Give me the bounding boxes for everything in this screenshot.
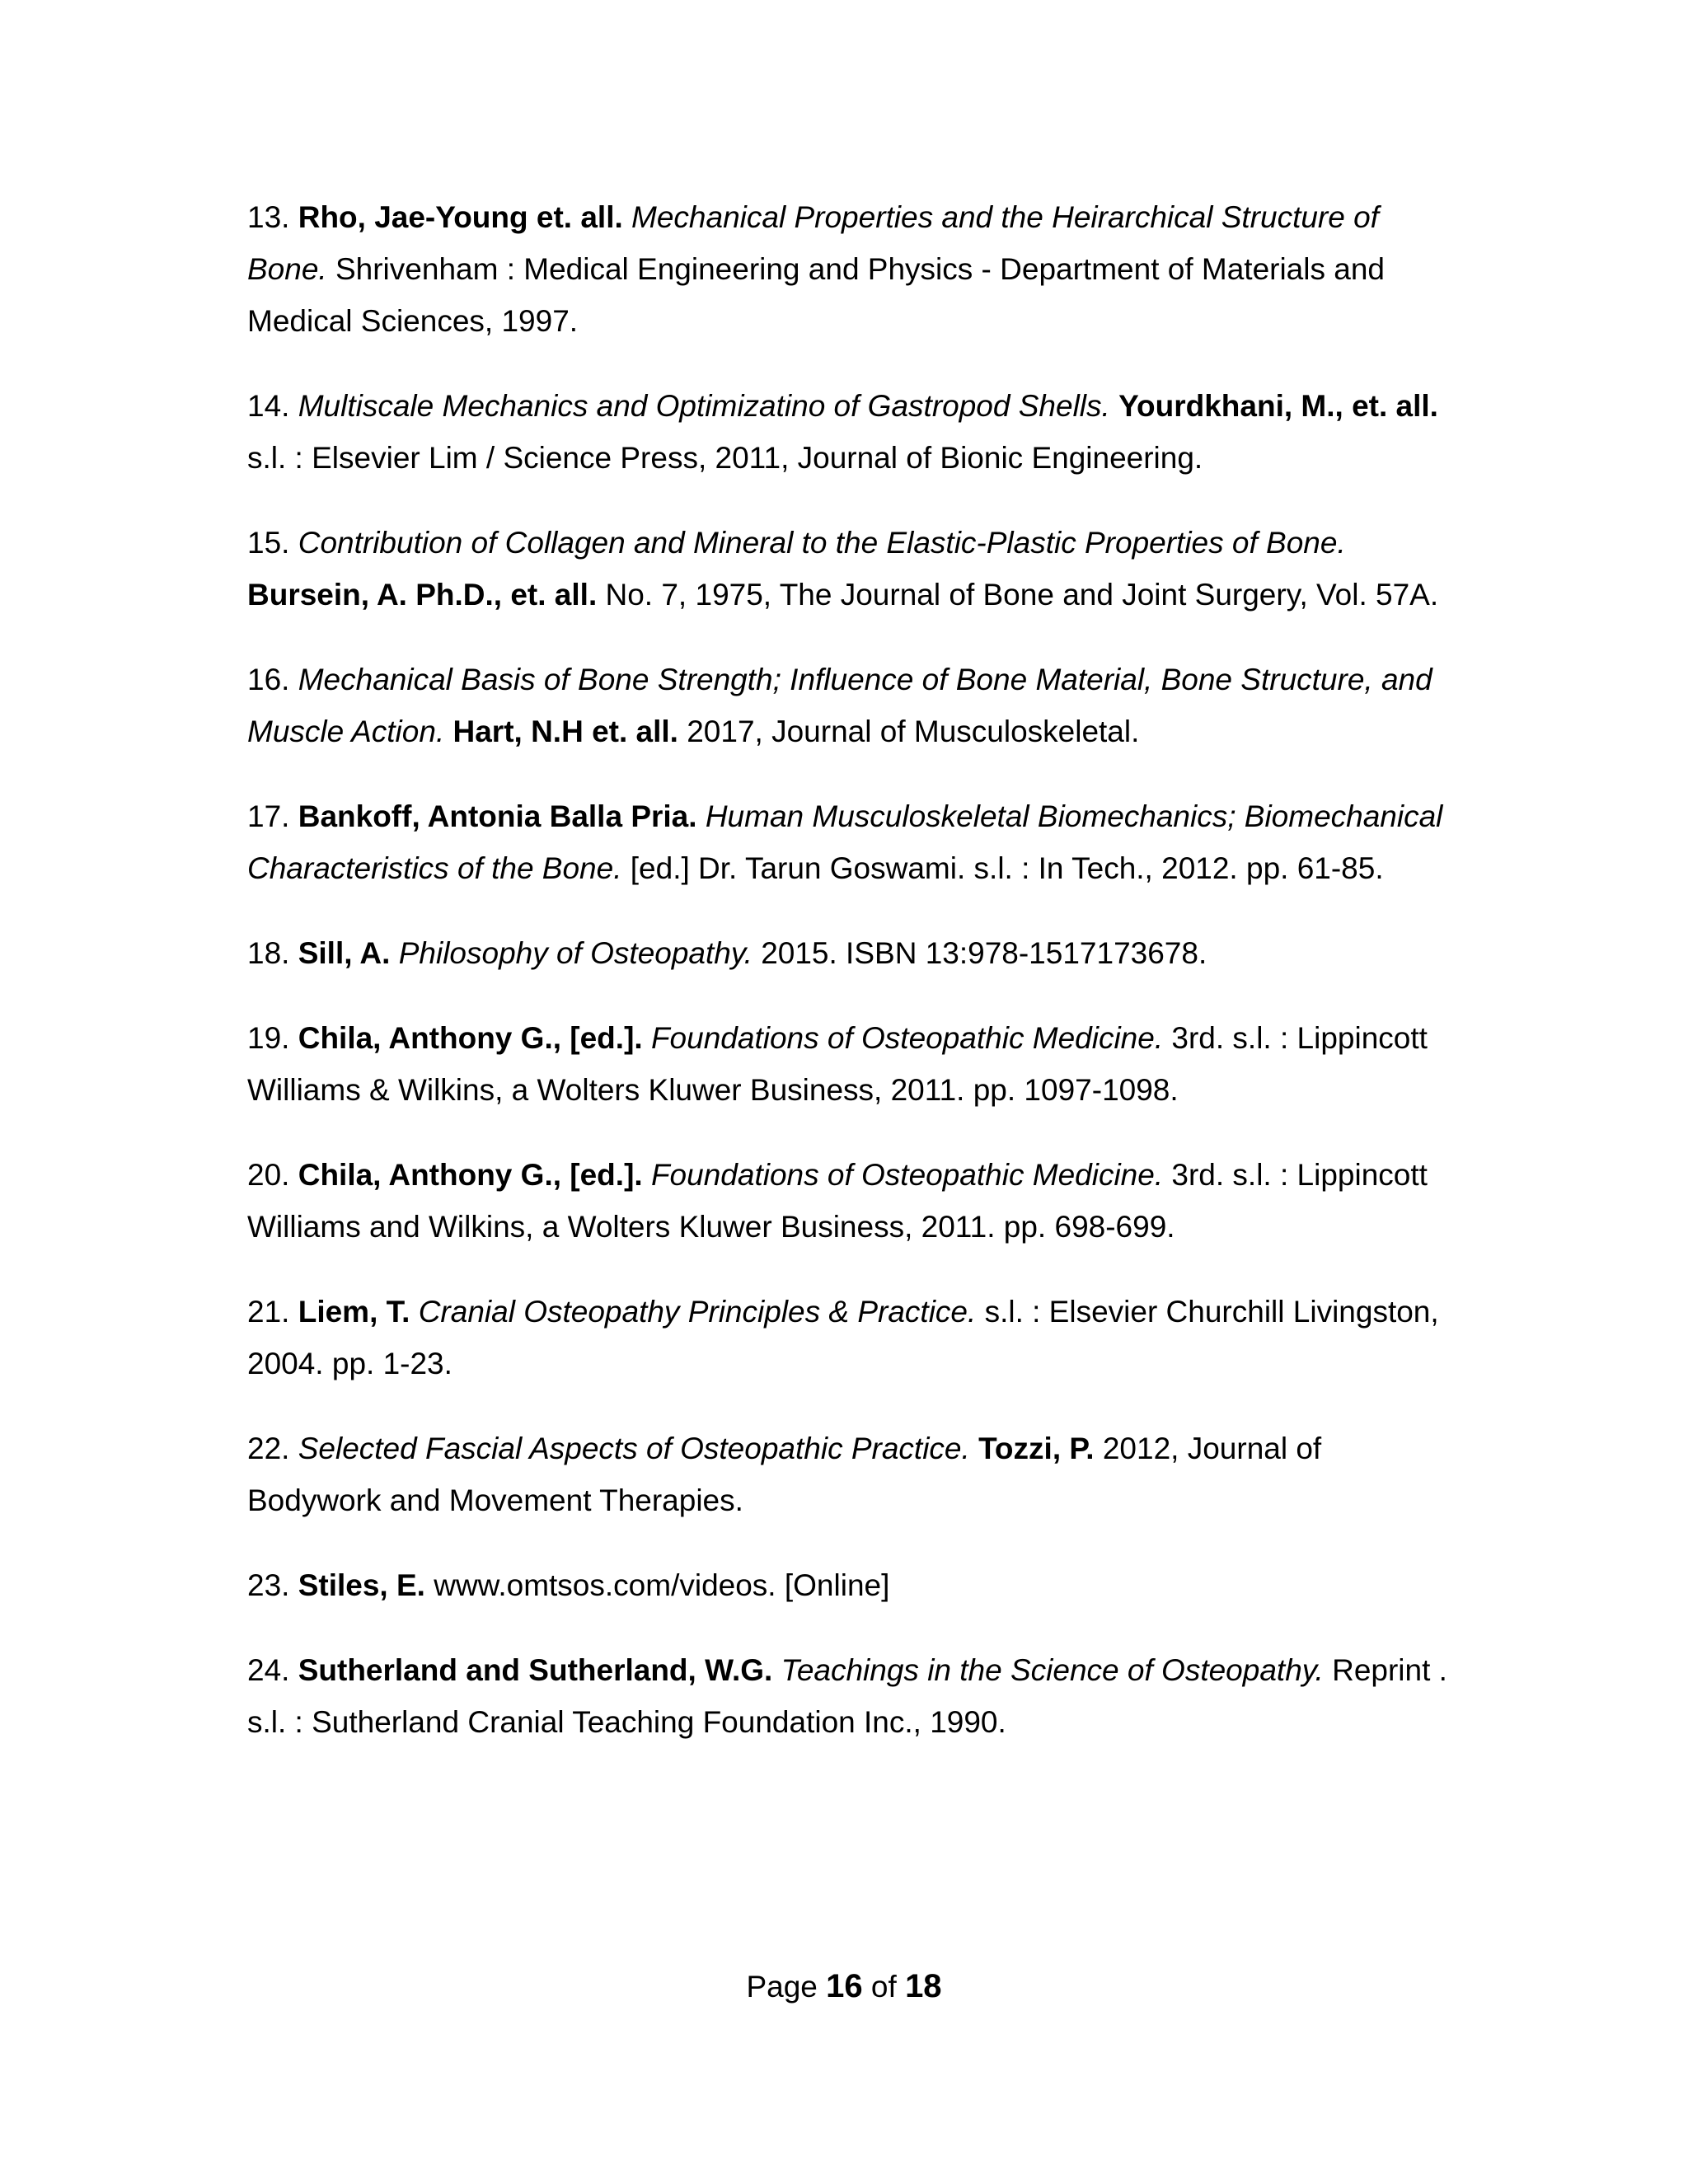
reference-title: Contribution of Collagen and Mineral to the Elastic-Plastic Properties of Bone. — [298, 526, 1346, 560]
reference-author: Liem, T. — [298, 1295, 410, 1329]
reference-item — [247, 1422, 1451, 1526]
footer-current-page: 16 — [826, 1968, 863, 2004]
reference-details: 2012, Journal of Bodywork and Movement Therapies. — [247, 1432, 1322, 1517]
reference-number: 24. — [247, 1653, 290, 1687]
reference-author: Hart, N.H et. all. — [452, 715, 678, 748]
reference-details: Shrivenham : Medical Engineering and Physics - Department of Materials and Medical Sciences, 1997. — [247, 252, 1385, 338]
reference-number: 19. — [247, 1021, 290, 1055]
reference-item — [247, 927, 1451, 979]
reference-author: Tozzi, P. — [978, 1432, 1095, 1465]
reference-author: Stiles, E. — [298, 1568, 425, 1602]
reference-details: s.l. : Elsevier Churchill Livingston, 2004. pp. 1-23. — [247, 1295, 1439, 1380]
reference-author: Sill, A. — [298, 936, 391, 970]
reference-title: Philosophy of Osteopathy. — [398, 936, 753, 970]
reference-item — [247, 1559, 1451, 1611]
reference-details: [ed.] Dr. Tarun Goswami. s.l. : In Tech., 2012. pp. 61-85. — [630, 851, 1384, 885]
reference-item — [247, 1012, 1451, 1116]
reference-details: No. 7, 1975, The Journal of Bone and Joint Surgery, Vol. 57A. — [605, 578, 1439, 612]
reference-title: Foundations of Osteopathic Medicine. — [650, 1021, 1164, 1055]
reference-details: Reprint . s.l. : Sutherland Cranial Teaching Foundation Inc., 1990. — [247, 1653, 1447, 1739]
footer-total-pages: 18 — [905, 1968, 942, 2004]
reference-item — [247, 191, 1451, 347]
reference-number: 23. — [247, 1568, 290, 1602]
reference-number: 13. — [247, 200, 290, 234]
reference-author: Chila, Anthony G., [ed.]. — [298, 1021, 643, 1055]
reference-details: 2017, Journal of Musculoskeletal. — [687, 715, 1140, 748]
reference-details: www.omtsos.com/videos. [Online] — [434, 1568, 890, 1602]
reference-number: 21. — [247, 1295, 290, 1329]
reference-title: Teachings in the Science of Osteopathy. — [781, 1653, 1324, 1687]
reference-number: 16. — [247, 663, 290, 696]
footer-page-word: Page — [746, 1970, 818, 2004]
reference-number: 22. — [247, 1432, 290, 1465]
reference-details: 3rd. s.l. : Lippincott Williams & Wilkins, a Wolters Kluwer Business, 2011. pp. 1097-1098. — [247, 1021, 1428, 1107]
reference-number: 17. — [247, 799, 290, 833]
reference-item — [247, 1644, 1451, 1748]
reference-author: Rho, Jae-Young et. all. — [298, 200, 623, 234]
reference-details: 3rd. s.l. : Lippincott Williams and Wilkins, a Wolters Kluwer Business, 2011. pp. 698-699. — [247, 1158, 1428, 1244]
reference-title: Selected Fascial Aspects of Osteopathic Practice. — [298, 1432, 970, 1465]
footer-of-word: of — [870, 1970, 897, 2004]
reference-item — [247, 380, 1451, 484]
reference-details: 2015. ISBN 13:978-1517173678. — [761, 936, 1207, 970]
reference-item — [247, 654, 1451, 757]
reference-item — [247, 517, 1451, 621]
reference-title: Foundations of Osteopathic Medicine. — [650, 1158, 1164, 1192]
reference-number: 18. — [247, 936, 290, 970]
reference-author: Sutherland and Sutherland, W.G. — [298, 1653, 773, 1687]
reference-author: Bursein, A. Ph.D., et. all. — [247, 578, 598, 612]
reference-title: Mechanical Basis of Bone Strength; Influence of Bone Material, Bone Structure, and Muscle Action. — [247, 663, 1432, 748]
reference-item — [247, 1149, 1451, 1253]
reference-item — [247, 1286, 1451, 1390]
reference-title: Human Musculoskeletal Biomechanics; Biomechanical Characteristics of the Bone. — [247, 799, 1443, 885]
page-footer — [0, 1966, 1688, 2007]
reference-list — [247, 191, 1451, 1781]
reference-number: 14. — [247, 389, 290, 423]
reference-author: Bankoff, Antonia Balla Pria. — [298, 799, 697, 833]
reference-title: Mechanical Properties and the Heirarchical Structure of Bone. — [247, 200, 1379, 286]
reference-title: Cranial Osteopathy Principles & Practice. — [418, 1295, 977, 1329]
reference-details: s.l. : Elsevier Lim / Science Press, 2011, Journal of Bionic Engineering. — [247, 441, 1203, 475]
reference-number: 15. — [247, 526, 290, 560]
reference-number: 20. — [247, 1158, 290, 1192]
reference-author: Chila, Anthony G., [ed.]. — [298, 1158, 643, 1192]
reference-title: Multiscale Mechanics and Optimizatino of Gastropod Shells. — [298, 389, 1110, 423]
reference-author: Yourdkhani, M., et. all. — [1118, 389, 1438, 423]
reference-item — [247, 790, 1451, 894]
